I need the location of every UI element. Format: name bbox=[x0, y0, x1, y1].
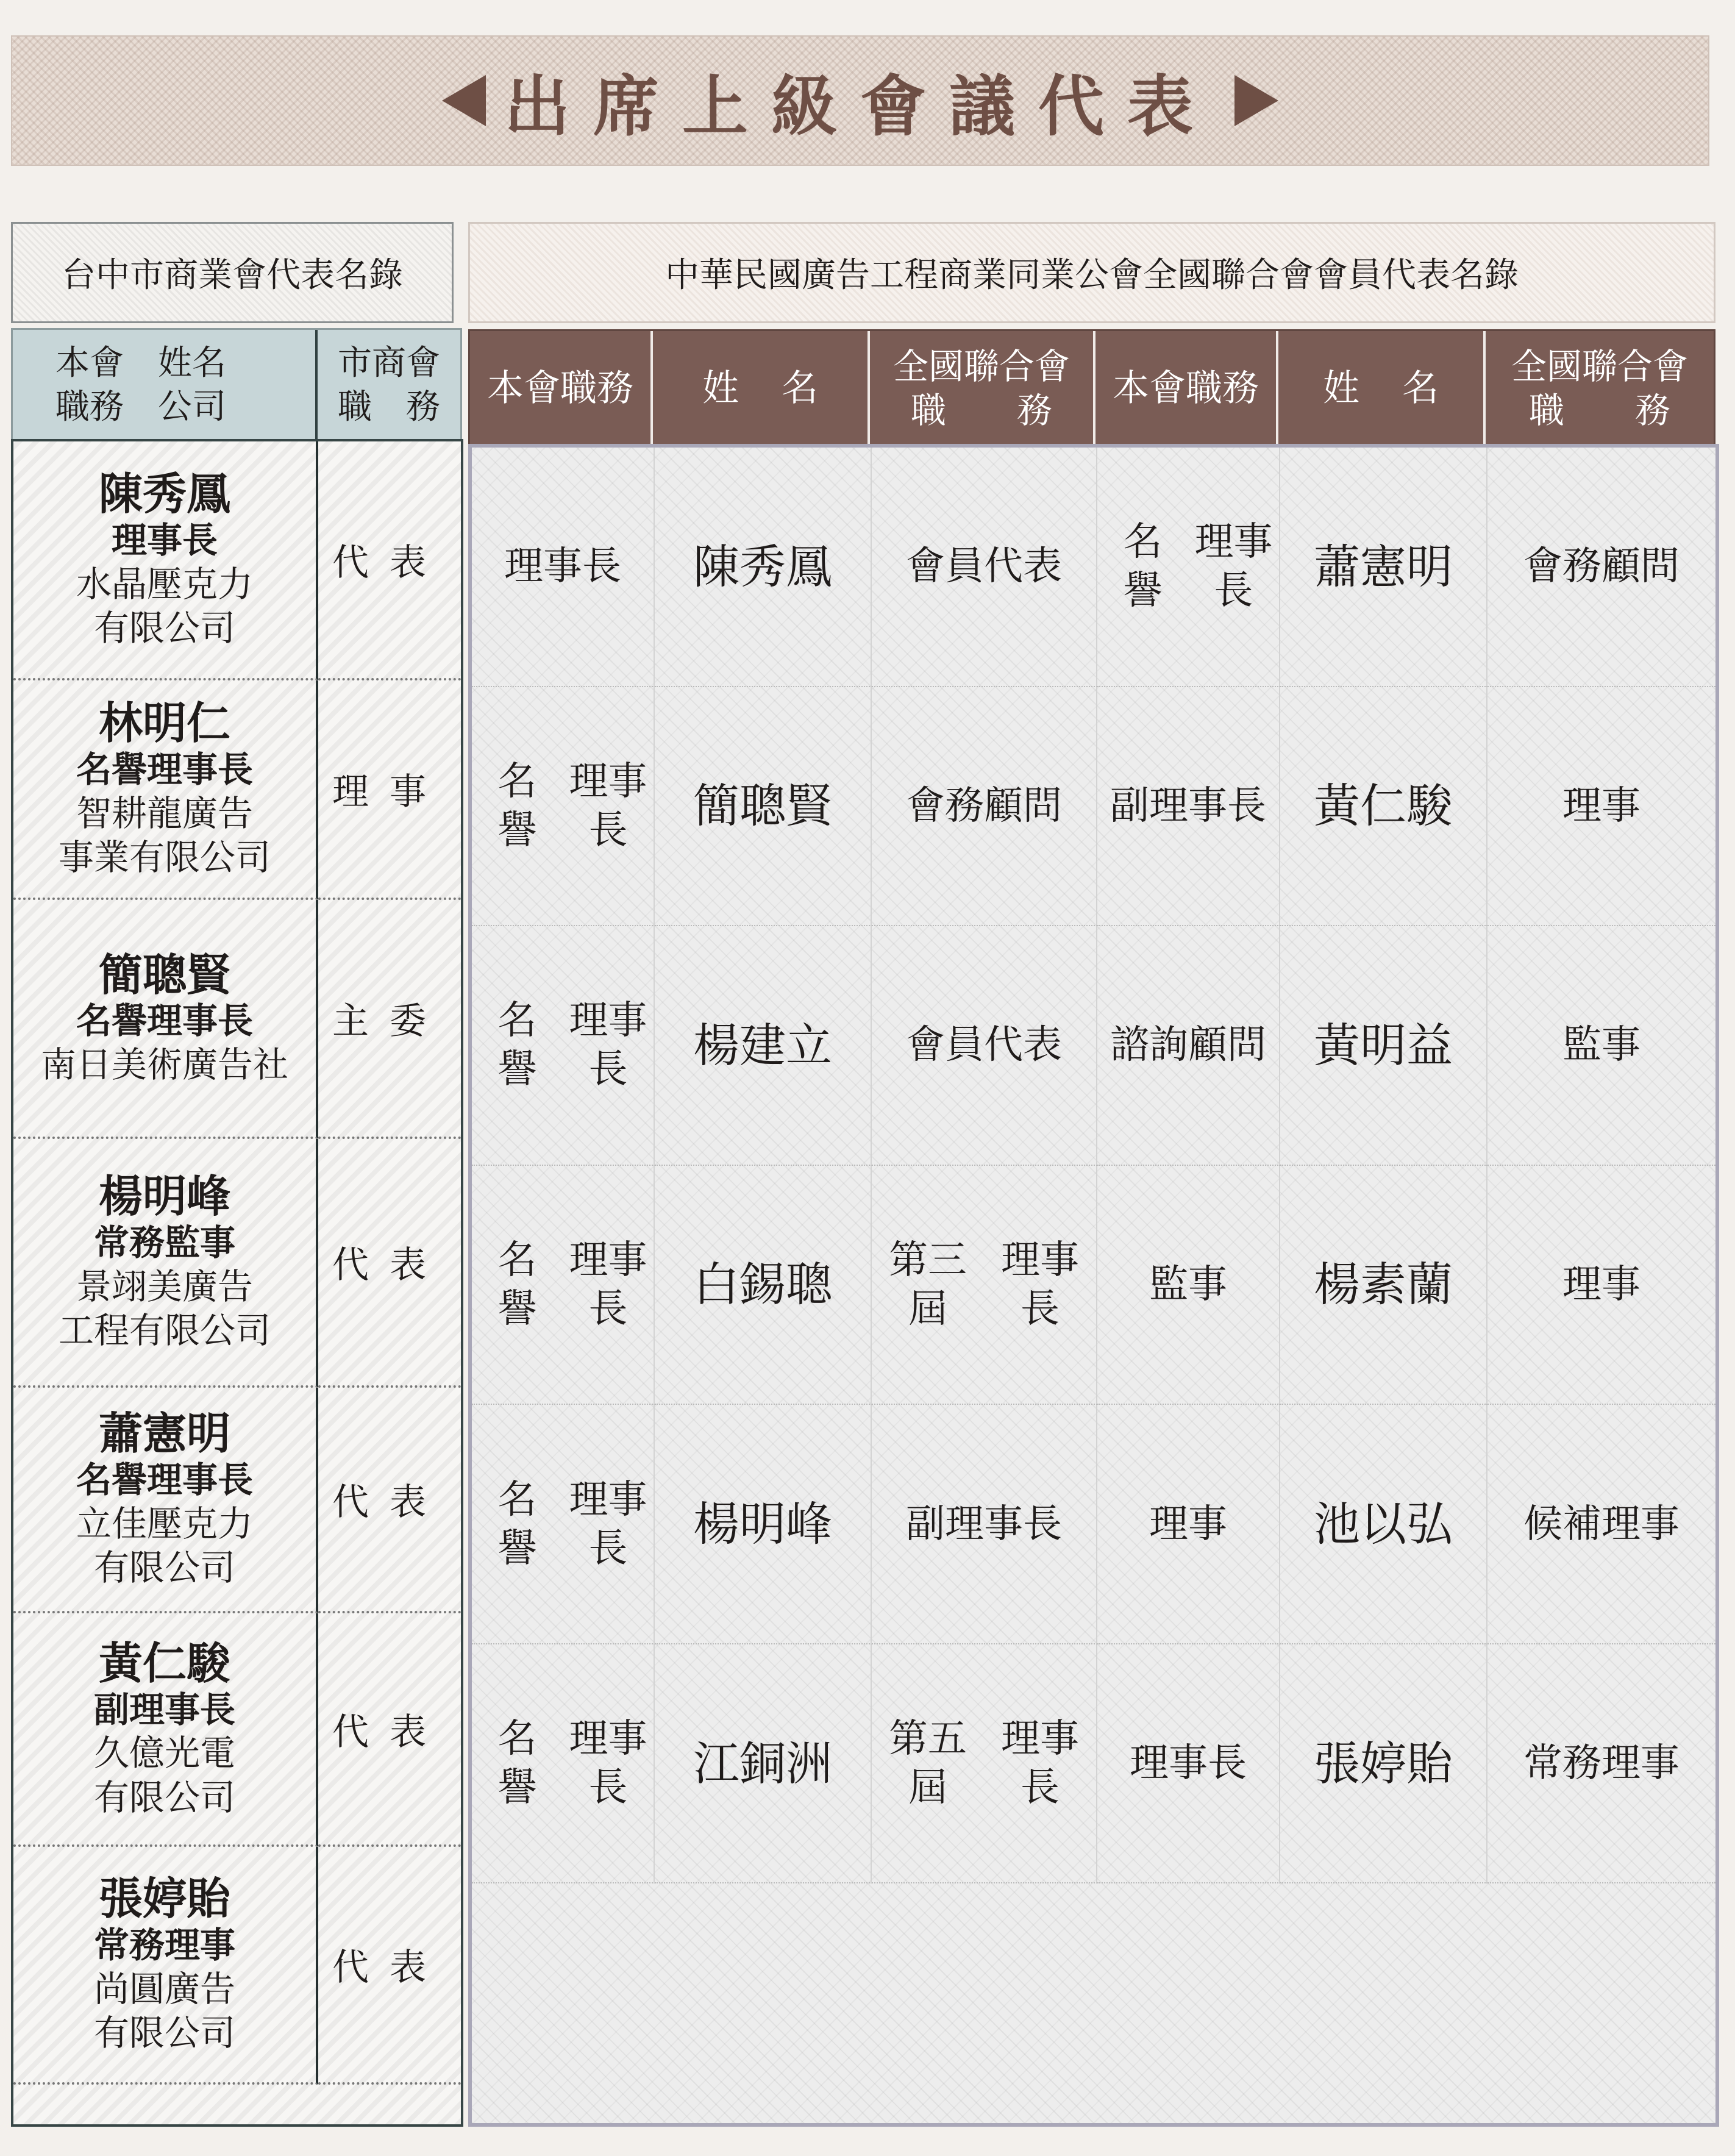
right-row-5-name-a: 楊明峰 bbox=[655, 1405, 872, 1644]
page-title-banner bbox=[11, 35, 1709, 166]
left-row-4-company-line1: 景翊美廣告 bbox=[76, 1265, 253, 1307]
header-name-b-text: 姓名 bbox=[1323, 366, 1481, 410]
right-row-4-name-b: 楊素蘭 bbox=[1280, 1166, 1487, 1405]
right-row-5-duty-a: 名 譽 理事長 bbox=[472, 1405, 655, 1644]
header-duty-a: 本會職務 bbox=[470, 331, 653, 446]
left-row-6-company-line1: 久億光電 bbox=[93, 1732, 235, 1774]
left-row-3-company-line1: 南日美術廣告社 bbox=[40, 1043, 288, 1085]
right-row-1-name-b: 蕭憲明 bbox=[1280, 448, 1487, 687]
left-row-4-title: 常務監事 bbox=[93, 1222, 235, 1264]
header-national-a-line2: 職 務 bbox=[910, 390, 1052, 431]
left-row-7-company-line2: 有限公司 bbox=[93, 2012, 235, 2054]
right-row-6-duty-b: 理事長 bbox=[1097, 1644, 1280, 1884]
right-table-header bbox=[468, 329, 1715, 448]
right-row-2-national-b: 理事 bbox=[1487, 687, 1715, 927]
right-row-6-national-b: 常務理事 bbox=[1487, 1644, 1715, 1884]
right-row-3-duty-a: 名 譽 理事長 bbox=[472, 926, 655, 1166]
right-row-2-name-a: 簡聰賢 bbox=[655, 687, 872, 927]
right-row-5-national-b: 候補理事 bbox=[1487, 1405, 1715, 1644]
left-table-header bbox=[11, 328, 462, 443]
left-header-line2: 職務 公司 bbox=[55, 387, 226, 427]
header-name-a bbox=[653, 331, 870, 446]
header-duty-b: 本會職務 bbox=[1096, 331, 1278, 446]
left-row-7-office: 代表 bbox=[318, 1847, 461, 2085]
left-row-7-name: 張婷貽 bbox=[98, 1873, 230, 1925]
left-row-6-title: 副理事長 bbox=[93, 1688, 235, 1730]
left-header-office-line2: 職 務 bbox=[338, 387, 440, 427]
header-national-b-line1: 全國聯合會 bbox=[1511, 345, 1688, 387]
left-row-2-name: 林明仁 bbox=[98, 698, 230, 749]
header-national-a-line1: 全國聯合會 bbox=[892, 345, 1070, 387]
header-national-b-line2: 職 務 bbox=[1528, 390, 1670, 431]
right-directory-table bbox=[468, 444, 1719, 2127]
right-row-4-name-a: 白錫聰 bbox=[655, 1166, 872, 1405]
left-row-4-company-line2: 工程有限公司 bbox=[58, 1310, 271, 1352]
right-row-1-national-a: 會員代表 bbox=[872, 448, 1097, 687]
left-row-5-name: 蕭憲明 bbox=[98, 1408, 230, 1460]
page-title: 出席上級會議代表 bbox=[504, 68, 1216, 145]
header-name-b bbox=[1278, 331, 1486, 446]
right-row-1-duty-b: 名 譽 理事長 bbox=[1097, 448, 1280, 687]
left-header-office-line1: 市商會 bbox=[338, 343, 440, 384]
right-row-3-name-b: 黃明益 bbox=[1280, 926, 1487, 1166]
left-row-7-company-line1: 尚圓廣告 bbox=[93, 1968, 235, 2010]
right-row-2-duty-b: 副理事長 bbox=[1097, 687, 1280, 927]
left-row-1-office: 代表 bbox=[318, 441, 461, 680]
right-row-6-national-a: 第五屆 理事長 bbox=[872, 1644, 1097, 1884]
left-row-7-title: 常務理事 bbox=[93, 1924, 235, 1966]
right-row-6-name-b: 張婷貽 bbox=[1280, 1644, 1487, 1884]
right-row-4-national-b: 理事 bbox=[1487, 1166, 1715, 1405]
left-row-1-company-line2: 有限公司 bbox=[93, 607, 235, 649]
left-row-5-office: 代表 bbox=[318, 1388, 461, 1613]
left-header-line1: 本會 姓名 bbox=[55, 343, 226, 384]
right-arrow-icon bbox=[1234, 75, 1278, 126]
left-header-office bbox=[318, 330, 460, 441]
left-row-6-main bbox=[13, 1613, 318, 1847]
right-section-title: 中華民國廣告工程商業同業公會全國聯合會會員代表名錄 bbox=[468, 222, 1715, 323]
right-row-5-duty-b: 理事 bbox=[1097, 1405, 1280, 1644]
left-row-2-company-line1: 智耕龍廣告 bbox=[76, 792, 253, 834]
right-row-5-national-a: 副理事長 bbox=[872, 1405, 1097, 1644]
left-row-1-main bbox=[13, 441, 318, 680]
left-row-4-office: 代表 bbox=[318, 1139, 461, 1388]
left-row-4-name: 楊明峰 bbox=[98, 1171, 230, 1223]
left-row-2-main bbox=[13, 680, 318, 900]
left-row-2-title: 名譽理事長 bbox=[76, 749, 253, 791]
left-row-5-title: 名譽理事長 bbox=[76, 1459, 253, 1501]
left-row-5-company-line1: 立佳壓克力 bbox=[76, 1502, 253, 1544]
right-row-4-duty-b: 監事 bbox=[1097, 1166, 1280, 1405]
right-row-2-duty-a: 名 譽 理事長 bbox=[472, 687, 655, 927]
right-row-3-national-a: 會員代表 bbox=[872, 926, 1097, 1166]
right-row-2-name-b: 黃仁駿 bbox=[1280, 687, 1487, 927]
left-row-3-name: 簡聰賢 bbox=[98, 949, 230, 1001]
right-row-1-name-a: 陳秀鳳 bbox=[655, 448, 872, 687]
right-row-5-name-b: 池以弘 bbox=[1280, 1405, 1487, 1644]
right-row-3-duty-b: 諮詢顧問 bbox=[1097, 926, 1280, 1166]
left-header-name-company bbox=[13, 330, 318, 441]
right-row-4-national-a: 第三屆 理事長 bbox=[872, 1166, 1097, 1405]
right-row-6-duty-a: 名 譽 理事長 bbox=[472, 1644, 655, 1884]
right-row-1-duty-a: 理事長 bbox=[472, 448, 655, 687]
left-arrow-icon bbox=[442, 75, 486, 126]
right-row-6-name-a: 江銅洲 bbox=[655, 1644, 872, 1884]
right-row-4-duty-a: 名 譽 理事長 bbox=[472, 1166, 655, 1405]
left-row-3-title: 名譽理事長 bbox=[76, 1000, 253, 1042]
right-row-2-national-a: 會務顧問 bbox=[872, 687, 1097, 927]
left-row-1-name: 陳秀鳳 bbox=[98, 468, 230, 520]
left-row-6-office: 代表 bbox=[318, 1613, 461, 1847]
header-name-a-text: 姓名 bbox=[702, 366, 861, 410]
left-row-3-main bbox=[13, 900, 318, 1139]
left-directory-table bbox=[11, 439, 463, 2127]
left-row-5-company-line2: 有限公司 bbox=[93, 1547, 235, 1589]
right-row-3-name-a: 楊建立 bbox=[655, 926, 872, 1166]
left-row-2-office: 理事 bbox=[318, 680, 461, 900]
header-national-b bbox=[1486, 331, 1714, 446]
left-row-5-main bbox=[13, 1388, 318, 1613]
left-row-4-main bbox=[13, 1139, 318, 1388]
left-row-2-company-line2: 事業有限公司 bbox=[58, 837, 271, 879]
left-row-3-office: 主委 bbox=[318, 900, 461, 1139]
left-row-6-company-line2: 有限公司 bbox=[93, 1776, 235, 1818]
header-national-a bbox=[870, 331, 1096, 446]
right-row-1-national-b: 會務顧問 bbox=[1487, 448, 1715, 687]
right-row-3-national-b: 監事 bbox=[1487, 926, 1715, 1166]
left-row-7-main bbox=[13, 1847, 318, 2085]
left-row-1-title: 理事長 bbox=[111, 519, 218, 562]
left-row-1-company-line1: 水晶壓克力 bbox=[76, 563, 253, 605]
left-section-title: 台中市商業會代表名錄 bbox=[11, 222, 454, 323]
left-row-6-name: 黃仁駿 bbox=[98, 1637, 230, 1689]
